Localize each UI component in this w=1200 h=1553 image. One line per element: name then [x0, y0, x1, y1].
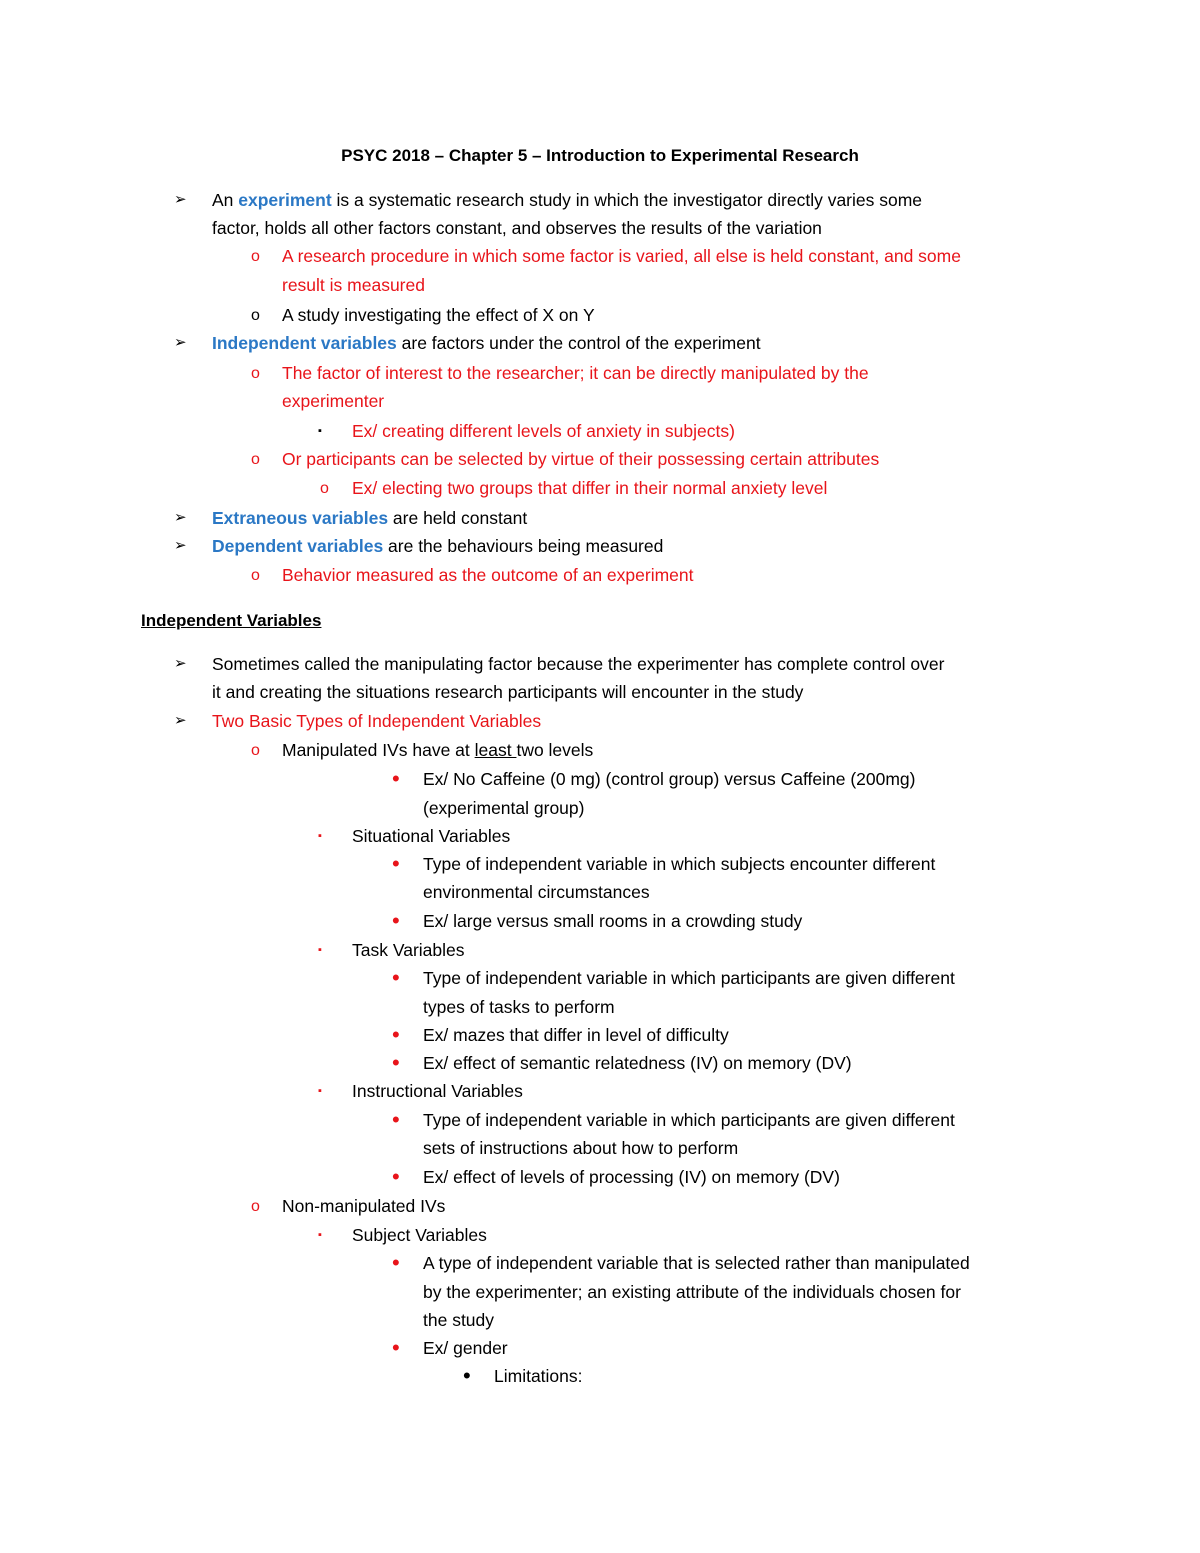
sub-bullet-manipulated-ivs: Manipulated IVs have at least two levels: [282, 740, 594, 760]
instructional-definition-cont: sets of instructions about how to perform: [423, 1138, 739, 1158]
example-caffeine-cont: (experimental group): [423, 798, 585, 818]
dot-bullet-icon: •: [392, 766, 400, 791]
square-bullet-icon: ▪: [318, 425, 322, 437]
bullet-experiment-cont: factor, holds all other factors constant, and observes the results of the variation: [212, 218, 822, 238]
subject-definition-cont2: the study: [423, 1310, 495, 1330]
square-bullet-icon: ▪: [318, 944, 322, 956]
circle-bullet-icon: o: [251, 567, 260, 584]
sub-bullet-factor-of-interest-cont: experimenter: [282, 391, 385, 411]
sub-bullet-behavior-measured: Behavior measured as the outcome of an experiment: [282, 565, 694, 585]
circle-bullet-icon: o: [320, 480, 329, 497]
limitations-label: Limitations:: [494, 1366, 583, 1386]
arrow-bullet-icon: ➢: [174, 712, 187, 729]
section-heading: Independent Variables: [141, 611, 322, 630]
sub-bullet-x-on-y: A study investigating the effect of X on Y: [282, 305, 595, 325]
task-example-mazes: Ex/ mazes that differ in level of difficulty: [423, 1025, 729, 1045]
dot-bullet-icon: •: [392, 1050, 400, 1075]
term-independent-variables: Independent variables: [212, 333, 397, 353]
circle-bullet-icon: o: [251, 248, 260, 265]
circle-bullet-icon: o: [251, 1198, 260, 1215]
situational-variables: Situational Variables: [352, 826, 511, 846]
dot-bullet-icon: •: [392, 965, 400, 990]
sub-bullet-non-manipulated-ivs: Non-manipulated IVs: [282, 1196, 446, 1216]
task-example-semantic: Ex/ effect of semantic relatedness (IV) on memory (DV): [423, 1053, 852, 1073]
instructional-example: Ex/ effect of levels of processing (IV) on memory (DV): [423, 1167, 840, 1187]
arrow-bullet-icon: ➢: [174, 191, 187, 208]
subject-definition: A type of independent variable that is selected rather than manipulated: [423, 1253, 970, 1273]
bullet-independent-variables: Independent variables are factors under the control of the experiment: [212, 333, 761, 353]
term-experiment: experiment: [238, 190, 332, 210]
dot-bullet-icon: •: [392, 1022, 400, 1047]
square-bullet-icon: ▪: [318, 1085, 322, 1097]
arrow-bullet-icon: ➢: [174, 655, 187, 672]
circle-bullet-icon: o: [251, 307, 260, 324]
bullet-dependent-variables: Dependent variables are the behaviours being measured: [212, 536, 664, 556]
bullet-experiment: An experiment is a systematic research study in which the investigator directly varies some: [212, 190, 923, 210]
task-variables: Task Variables: [352, 940, 465, 960]
arrow-bullet-icon: ➢: [174, 334, 187, 351]
page-title: PSYC 2018 – Chapter 5 – Introduction to Experimental Research: [341, 146, 859, 165]
circle-bullet-icon: o: [251, 742, 260, 759]
term-extraneous-variables: Extraneous variables: [212, 508, 389, 528]
dot-bullet-icon: •: [392, 851, 400, 876]
circle-bullet-icon: o: [251, 365, 260, 382]
situational-example: Ex/ large versus small rooms in a crowding study: [423, 911, 803, 931]
dot-bullet-icon: •: [392, 1107, 400, 1132]
square-bullet-icon: ▪: [318, 830, 322, 842]
bullet-two-basic-types: Two Basic Types of Independent Variables: [212, 711, 542, 731]
dot-bullet-icon: •: [392, 908, 400, 933]
task-definition: Type of independent variable in which participants are given different: [423, 968, 955, 988]
bullet-manipulating-factor-cont: it and creating the situations research participants will encounter in the study: [212, 682, 804, 702]
subject-variables: Subject Variables: [352, 1225, 487, 1245]
circle-bullet-icon: o: [251, 451, 260, 468]
example-two-groups: Ex/ electing two groups that differ in their normal anxiety level: [352, 478, 828, 498]
dot-bullet-icon: •: [392, 1335, 400, 1360]
instructional-definition: Type of independent variable in which participants are given different: [423, 1110, 955, 1130]
bullet-manipulating-factor: Sometimes called the manipulating factor because the experimenter has complete control over: [212, 654, 945, 674]
term-dependent-variables: Dependent variables: [212, 536, 384, 556]
task-definition-cont: types of tasks to perform: [423, 997, 615, 1017]
situational-definition: Type of independent variable in which subjects encounter different: [423, 854, 936, 874]
instructional-variables: Instructional Variables: [352, 1081, 523, 1101]
sub-bullet-factor-of-interest: The factor of interest to the researcher; it can be directly manipulated by the: [282, 363, 869, 383]
situational-definition-cont: environmental circumstances: [423, 882, 650, 902]
arrow-bullet-icon: ➢: [174, 537, 187, 554]
dot-bullet-icon: •: [392, 1164, 400, 1189]
subject-example-gender: Ex/ gender: [423, 1338, 508, 1358]
sub-bullet-definition-cont: result is measured: [282, 275, 425, 295]
example-caffeine: Ex/ No Caffeine (0 mg) (control group) versus Caffeine (200mg): [423, 769, 916, 789]
subject-definition-cont: by the experimenter; an existing attribute of the individuals chosen for: [423, 1282, 961, 1302]
dot-bullet-icon: •: [463, 1363, 471, 1388]
example-anxiety-levels: Ex/ creating different levels of anxiety in subjects): [352, 421, 735, 441]
sub-bullet-definition: A research procedure in which some factor is varied, all else is held constant, and some: [282, 246, 961, 266]
arrow-bullet-icon: ➢: [174, 509, 187, 526]
dot-bullet-icon: •: [392, 1250, 400, 1275]
bullet-extraneous-variables: Extraneous variables are held constant: [212, 508, 528, 528]
square-bullet-icon: ▪: [318, 1229, 322, 1241]
sub-bullet-selected-participants: Or participants can be selected by virtue of their possessing certain attributes: [282, 449, 880, 469]
